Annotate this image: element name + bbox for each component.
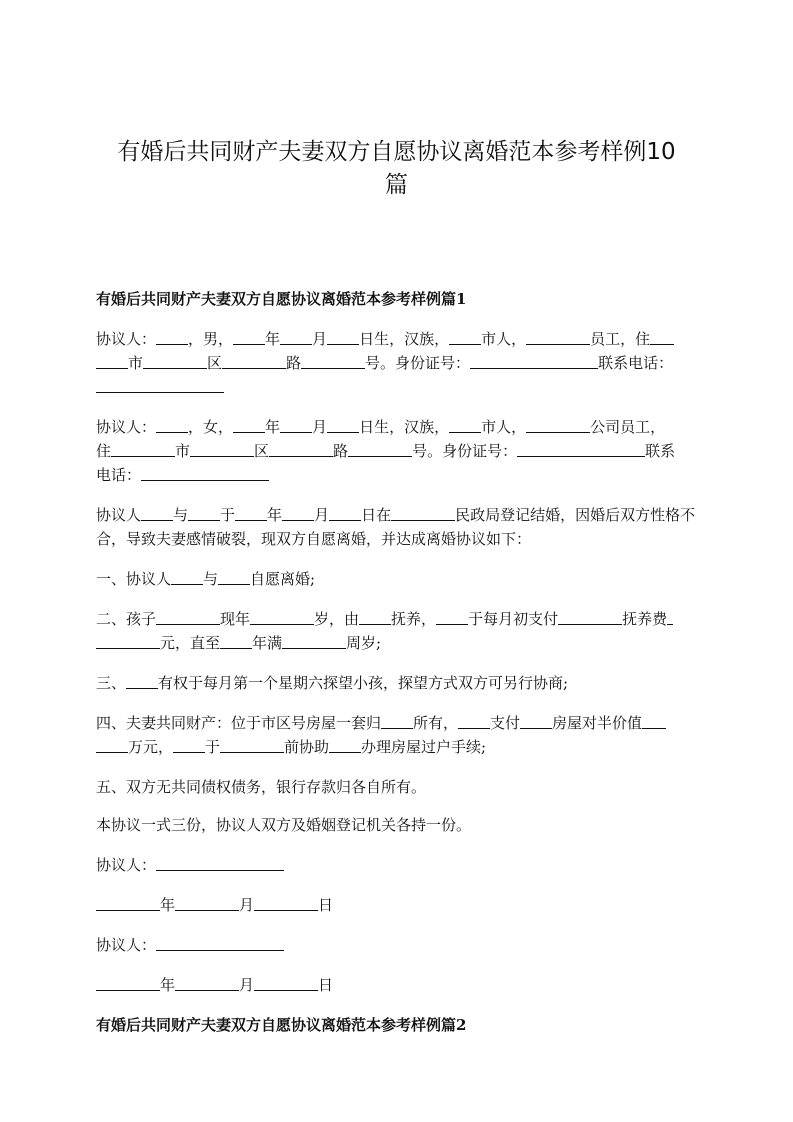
title-line-1: 有婚后共同财产夫妻双方自愿协议离婚范本参考样例10	[117, 139, 676, 165]
blank-age	[250, 609, 314, 625]
blank-year	[96, 895, 160, 911]
id-label: 号。身份证号：	[412, 442, 518, 460]
at-text: 于	[205, 738, 221, 756]
blank-name	[156, 329, 188, 345]
blank-phone	[141, 465, 269, 481]
clause-4	[96, 711, 700, 759]
blank-phone	[96, 377, 224, 393]
blank-month	[175, 895, 239, 911]
until-age-text: 年满	[252, 634, 283, 652]
month-text: 月	[314, 506, 330, 524]
year-text: 年	[160, 896, 176, 914]
address-city-text: 市	[175, 442, 191, 460]
district-text: 区	[254, 442, 270, 460]
blank-address-b	[96, 353, 128, 369]
blank-city	[449, 329, 481, 345]
blank-day	[254, 895, 318, 911]
clause-2	[96, 607, 700, 655]
clause-3-label: 三、	[96, 674, 127, 692]
marriage-text: 民政局登记结婚，因婚后双方性格不合，导致夫妻感情破裂，现双方自愿离婚，并达成离婚协议如下：	[96, 506, 696, 548]
blank-month	[282, 505, 314, 521]
blank-transferee	[329, 737, 361, 753]
blank-number	[301, 353, 365, 369]
blank-party-a	[141, 505, 173, 521]
birth-text: 日生，汉族，	[359, 330, 450, 348]
and-text: 与	[173, 506, 189, 524]
blank-id-number	[470, 353, 598, 369]
clause-5: 五、双方无共同债权债务，银行存款归各自所有。	[96, 778, 427, 796]
blank-helper	[173, 737, 205, 753]
phone-label-part-1: 联系	[645, 442, 676, 460]
blank-party-b	[218, 569, 250, 585]
blank-year	[235, 505, 267, 521]
blank-employer	[526, 417, 590, 433]
signature-date-1	[96, 893, 700, 917]
blank-address-a	[650, 329, 674, 345]
party-label: 协议人：	[96, 856, 157, 874]
document-body	[96, 287, 700, 1053]
and-text: 与	[203, 570, 219, 588]
blank-party-a	[171, 569, 203, 585]
wan-yuan-text: 万元，	[128, 738, 174, 756]
blank-year	[233, 329, 265, 345]
pay-text: 支付	[490, 714, 521, 732]
blank-address	[111, 441, 175, 457]
road-text: 路	[286, 354, 302, 372]
signature-date-2	[96, 973, 700, 997]
phone-label-part-2: 电话：	[96, 466, 142, 484]
property-text: 四、夫妻共同财产：位于市区号房屋一套归	[96, 714, 382, 732]
blank-fee-b	[96, 633, 160, 649]
custody-text: 岁，由	[314, 610, 360, 628]
phone-label: 联系电话：	[598, 354, 674, 372]
blank-day	[327, 329, 359, 345]
blank-visitor	[126, 673, 158, 689]
signature-party-2	[96, 933, 700, 957]
month-text: 月	[312, 418, 328, 436]
year-text: 年	[160, 976, 176, 994]
district-text: 区	[207, 354, 223, 372]
day-text: 日	[318, 896, 334, 914]
child-label: 二、孩子	[96, 610, 157, 628]
blank-year	[233, 417, 265, 433]
owned-text: 所有，	[413, 714, 459, 732]
blank-year	[96, 975, 160, 991]
monthly-pay-text: 于每月初支付	[468, 610, 559, 628]
gender-text: ，男，	[188, 330, 234, 348]
blank-city	[449, 417, 481, 433]
blank-child-name	[156, 609, 220, 625]
blank-fee-a	[667, 609, 673, 625]
employee-text: 员工，住	[590, 330, 651, 348]
blank-number	[348, 441, 412, 457]
age-now-text: 现年	[220, 610, 251, 628]
raise-text: 抚养，	[391, 610, 437, 628]
blank-value-a	[642, 713, 666, 729]
assist-text: 前协助	[284, 738, 330, 756]
blank-amount	[558, 609, 622, 625]
blank-signature	[156, 855, 284, 871]
blank-day	[254, 975, 318, 991]
address-city-text: 市	[128, 354, 144, 372]
blank-road	[269, 441, 333, 457]
clause-1-label: 一、协议人	[96, 570, 172, 588]
blank-custodian	[359, 609, 391, 625]
month-text: 月	[239, 976, 255, 994]
divorce-text: 自愿离婚;	[250, 570, 316, 588]
copies-paragraph: 本协议一式三份，协议人双方及婚姻登记机关各持一份。	[96, 816, 472, 834]
day-at-text: 日在	[361, 506, 392, 524]
month-text: 月	[239, 896, 255, 914]
year-text: 年	[265, 330, 281, 348]
blank-day	[327, 417, 359, 433]
section-heading-1: 有婚后共同财产夫妻双方自愿协议离婚范本参考样例篇1	[96, 290, 467, 308]
party-1-paragraph	[96, 327, 700, 399]
section-heading-2: 有婚后共同财产夫妻双方自愿协议离婚范本参考样例篇2	[96, 1016, 467, 1034]
yuan-until-text: 元，直至	[160, 634, 221, 652]
party-label: 协议人	[96, 506, 142, 524]
blank-day	[329, 505, 361, 521]
blank-payer	[458, 713, 490, 729]
party-label: 协议人：	[96, 330, 157, 348]
blank-month	[175, 975, 239, 991]
city-text: 市人，	[481, 418, 527, 436]
year-text: 年	[265, 418, 281, 436]
blank-until-age	[282, 633, 346, 649]
blank-signature	[156, 935, 284, 951]
visitation-text: 有权于每月第一个星期六探望小孩，探望方式双方可另行协商;	[158, 674, 569, 692]
marriage-paragraph	[96, 503, 700, 551]
blank-road	[222, 353, 286, 369]
blank-district	[190, 441, 254, 457]
years-old-text: 周岁;	[346, 634, 382, 652]
blank-id-number	[517, 441, 645, 457]
blank-month	[280, 329, 312, 345]
blank-owner	[381, 713, 413, 729]
blank-name	[156, 417, 188, 433]
party-2-paragraph	[96, 415, 700, 487]
half-value-text: 房屋对半价值	[552, 714, 643, 732]
blank-month	[280, 417, 312, 433]
id-label: 号。身份证号：	[365, 354, 471, 372]
title-line-2: 篇	[385, 172, 408, 198]
at-text: 于	[220, 506, 236, 524]
blank-employer	[526, 329, 590, 345]
clause-3	[96, 671, 700, 695]
party-label: 协议人：	[96, 418, 157, 436]
clause-1	[96, 567, 700, 591]
month-text: 月	[312, 330, 328, 348]
blank-bureau	[391, 505, 455, 521]
support-fee-text: 抚养费	[622, 610, 668, 628]
blank-deadline	[220, 737, 284, 753]
address-label: 住	[96, 442, 112, 460]
blank-party-b	[188, 505, 220, 521]
transfer-text: 办理房屋过户手续;	[361, 738, 487, 756]
road-text: 路	[333, 442, 349, 460]
blank-payer	[436, 609, 468, 625]
gender-text: ，女，	[188, 418, 234, 436]
blank-value-b	[96, 737, 128, 753]
company-employee-text: 公司员工，	[590, 418, 666, 436]
day-text: 日	[318, 976, 334, 994]
blank-child	[220, 633, 252, 649]
blank-district	[143, 353, 207, 369]
signature-party-1	[96, 853, 700, 877]
birth-text: 日生，汉族，	[359, 418, 450, 436]
party-label: 协议人：	[96, 936, 157, 954]
document-title	[80, 136, 713, 202]
city-text: 市人，	[481, 330, 527, 348]
blank-payee	[520, 713, 552, 729]
year-text: 年	[267, 506, 283, 524]
